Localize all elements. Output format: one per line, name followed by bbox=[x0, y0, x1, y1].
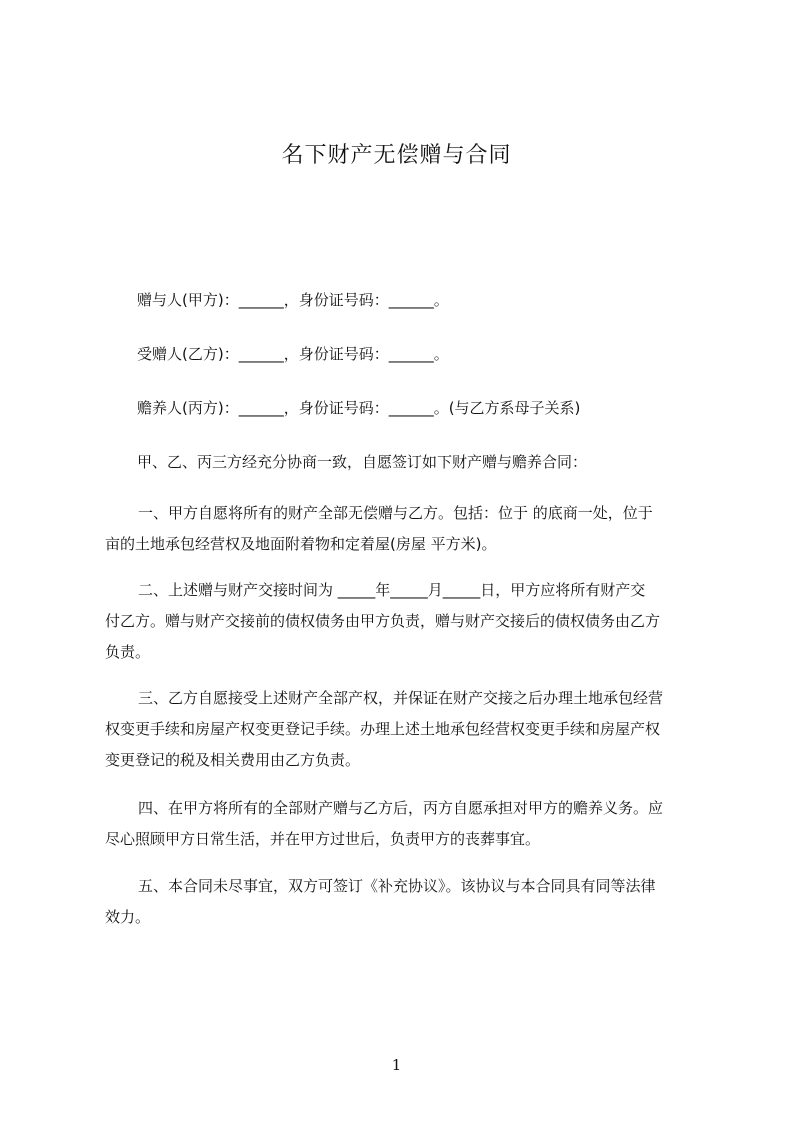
clause-line: 五、本合同未尽事宜，双方可签订《补充协议》。该协议与本合同具有同等法律 bbox=[138, 877, 656, 895]
clause-line: 尽心照顾甲方日常生活，并在甲方过世后，负责甲方的丧葬事宜。 bbox=[105, 830, 541, 848]
clause-line: 负责。 bbox=[105, 643, 151, 661]
party-donor-line: 赠与人(甲方)：______，身份证号码：______。 bbox=[137, 291, 449, 309]
party-supporter-line: 赡养人(丙方)：______，身份证号码：______。(与乙方系母子关系) bbox=[137, 399, 581, 417]
page-number: 1 bbox=[391, 1056, 402, 1074]
clause-line: 变更登记的税及相关费用由乙方负责。 bbox=[105, 751, 361, 769]
clause-1 bbox=[105, 498, 705, 560]
clause-line: 亩的土地承包经营权及地面附着物和定着屋(房屋 平方米)。 bbox=[105, 535, 497, 553]
clause-5 bbox=[105, 871, 705, 933]
clause-line: 三、乙方自愿接受上述财产全部产权，并保证在财产交接之后办理土地承包经营 bbox=[138, 689, 664, 707]
clause-2 bbox=[105, 575, 705, 668]
clause-line: 一、甲方自愿将所有的财产全部无偿赠与乙方。包括：位于 的底商一处，位于 bbox=[138, 504, 653, 522]
clause-line: 二、上述赠与财产交接时间为 _____年_____月_____日，甲方应将所有财产交 bbox=[138, 581, 646, 599]
party-donee-line: 受赠人(乙方)：______，身份证号码：______。 bbox=[137, 345, 449, 363]
clause-4 bbox=[105, 793, 705, 855]
clause-line: 四、在甲方将所有的全部财产赠与乙方后，丙方自愿承担对甲方的赡养义务。应 bbox=[138, 799, 664, 817]
intro-line: 甲、乙、丙三方经充分协商一致，自愿签订如下财产赠与赡养合同： bbox=[137, 453, 588, 471]
document-title: 名下财产无偿赠与合同 bbox=[281, 143, 512, 168]
clause-line: 效力。 bbox=[105, 908, 151, 926]
clause-3 bbox=[105, 683, 705, 776]
clause-line: 付乙方。赠与财产交接前的债权债务由甲方负责，赠与财产交接后的债权债务由乙方 bbox=[105, 612, 661, 630]
clause-line: 权变更手续和房屋产权变更登记手续。办理上述土地承包经营权变更手续和房屋产权 bbox=[105, 720, 661, 738]
